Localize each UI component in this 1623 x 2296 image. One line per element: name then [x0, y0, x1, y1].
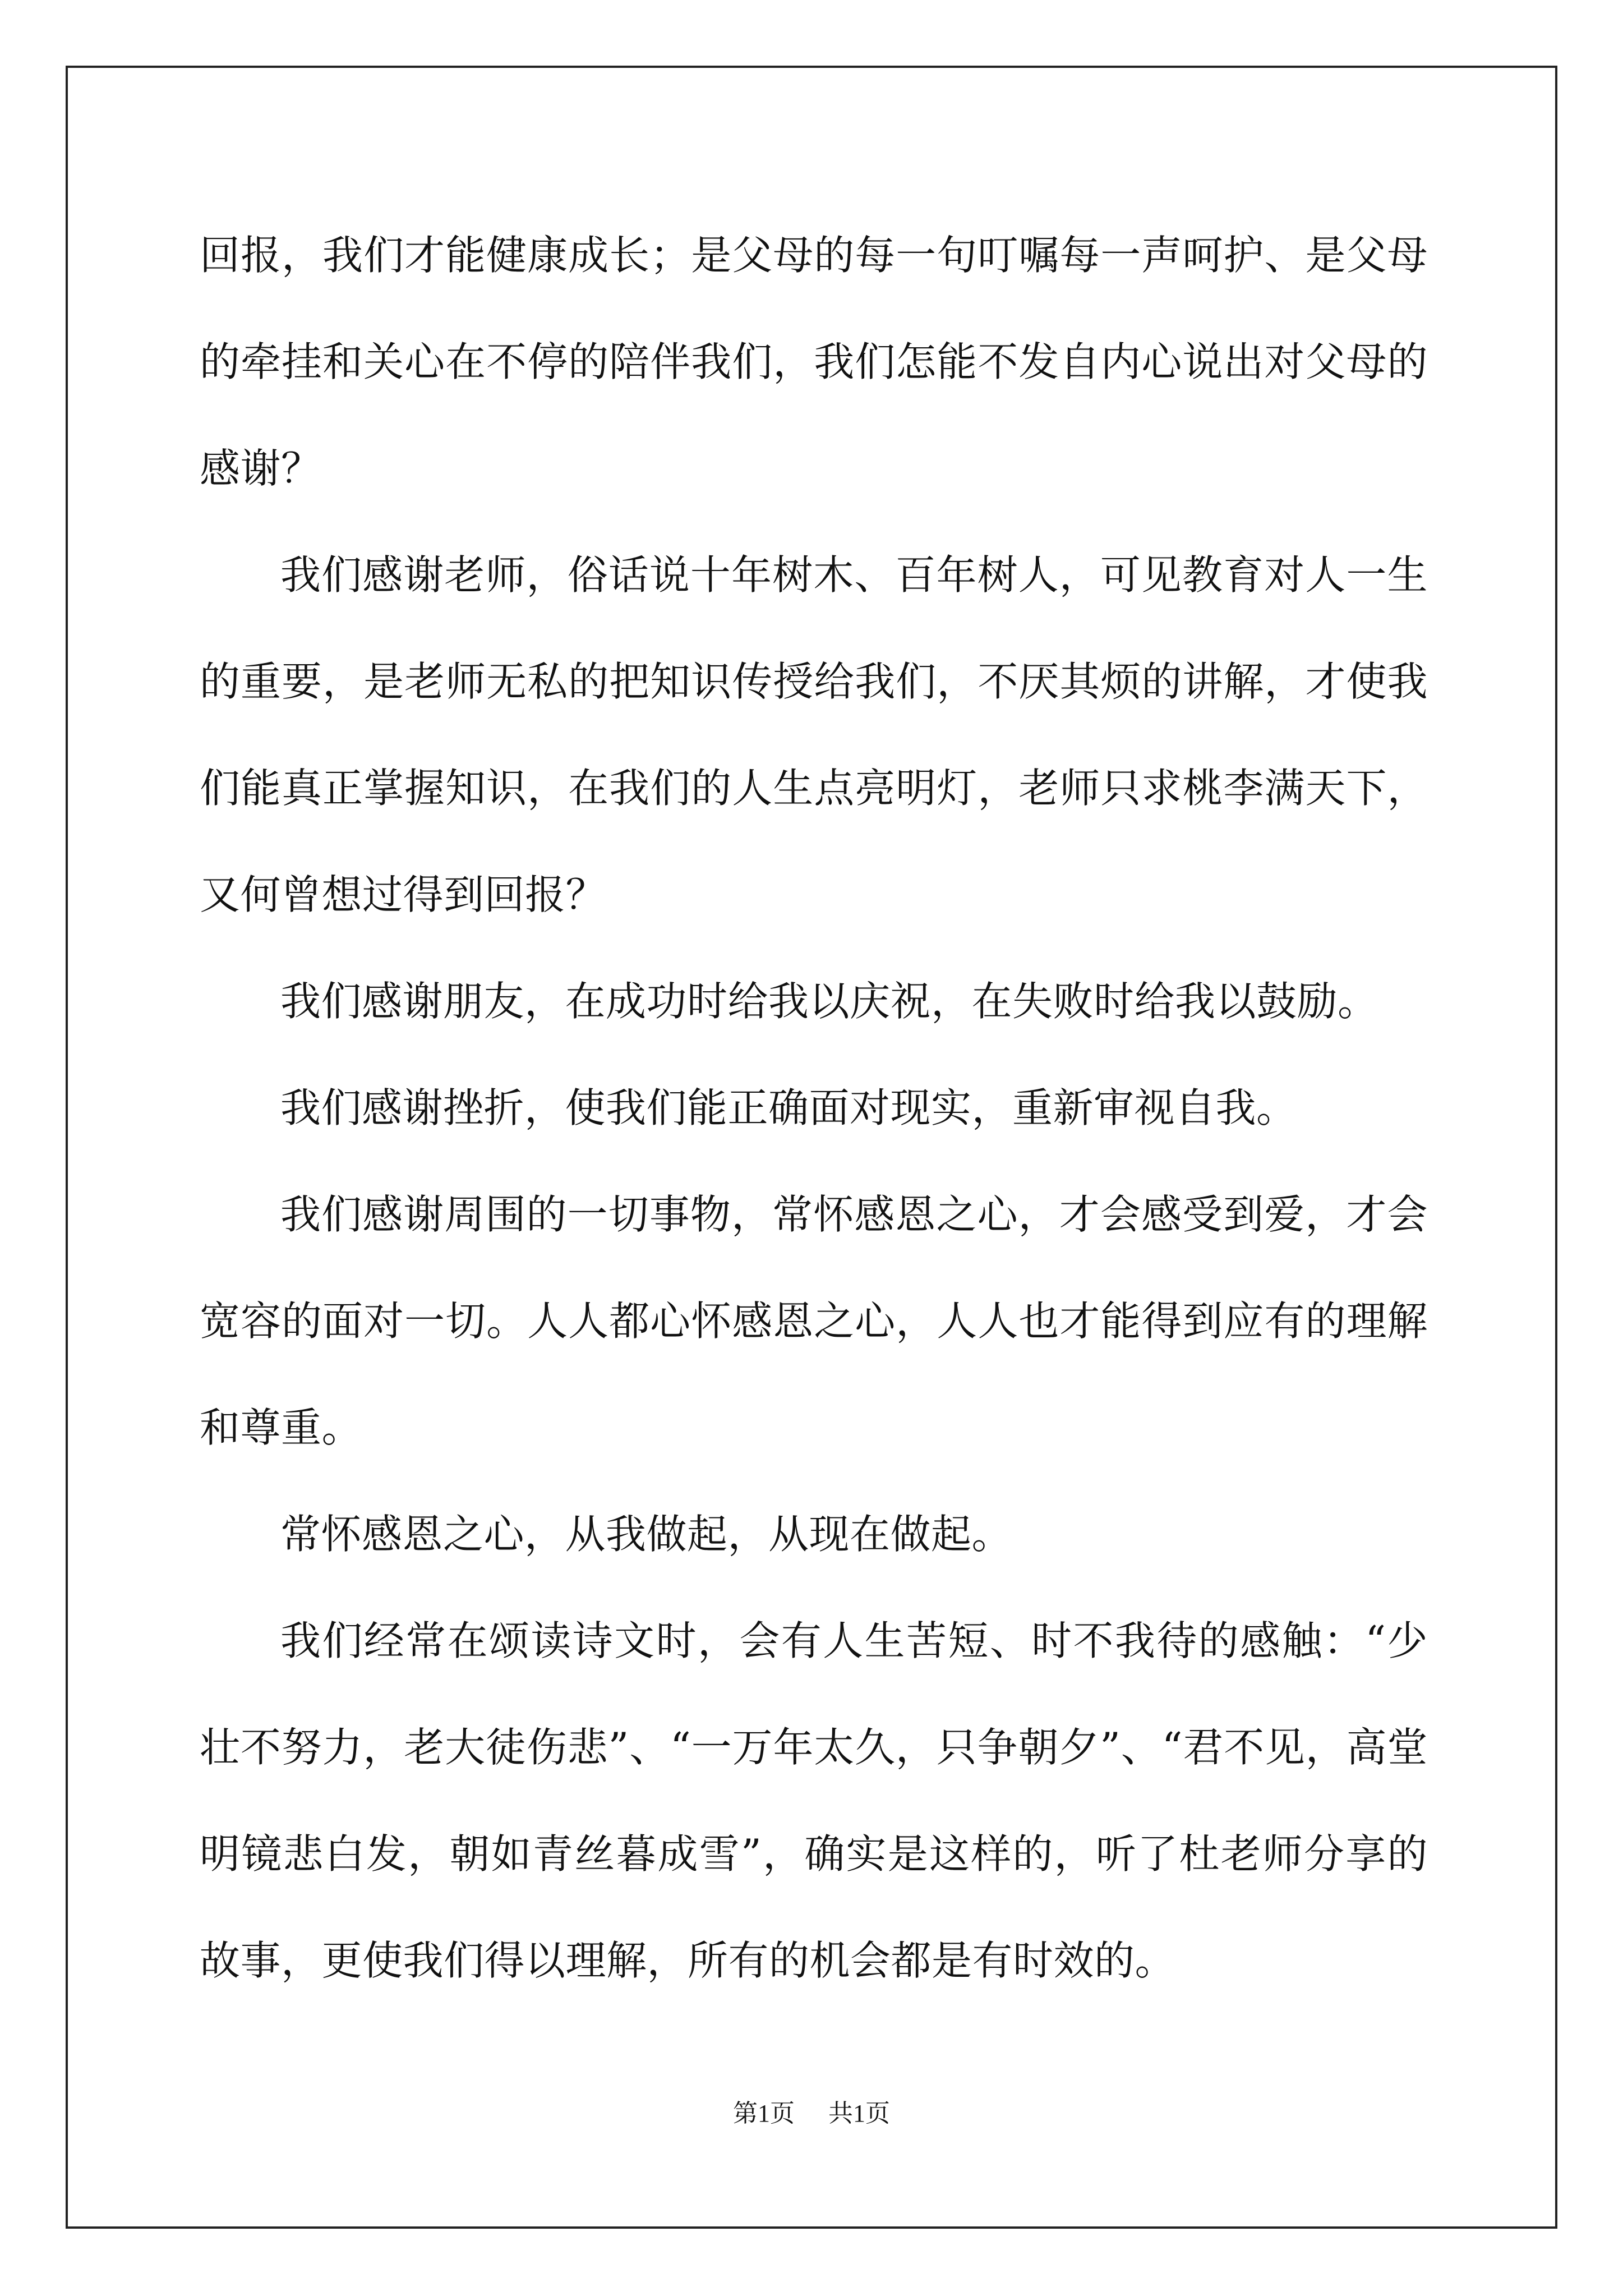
page-footer: [0, 2097, 1623, 2131]
paragraph-6: 常怀感恩之心，从我做起，从现在做起。: [280, 1511, 1013, 1558]
paragraph-1: 回报，我们才能健康成长；是父母的每一句叮嘱每一声呵护、是父母的牵挂和关心在不停的陪伴我们，我们怎能不发自内心说出对父母的感谢？: [200, 232, 1428, 492]
paragraph-2: 我们感谢老师，俗话说十年树木、百年树人，可见教育对人一生的重要，是老师无私的把知识传授给我们，不厌其烦的讲解，才使我们能真正掌握知识，在我们的人生点亮明灯，老师只求桃李满天下，又何曾想过得到回报？: [200, 551, 1428, 918]
page-total: 共1页: [828, 2100, 890, 2127]
paragraph-4: 我们感谢挫折，使我们能正确面对现实，重新审视自我。: [280, 1084, 1297, 1131]
paragraph-3: 我们感谢朋友，在成功时给我以庆祝，在失败时给我以鼓励。: [280, 978, 1378, 1025]
paragraph-7: 我们经常在颂读诗文时，会有人生苦短、时不我待的感触：“少壮不努力，老大徒伤悲”、“一万年太久，只争朝夕”、“君不见，高堂明镜悲白发，朝如青丝暮成雪”，确实是这样的，听了杜老师分享的故事，更使我们得以理解，所有的机会都是有时效的。: [200, 1617, 1428, 1984]
page-number: 第1页: [733, 2100, 795, 2127]
document-body: [200, 202, 1428, 2014]
paragraph-5: 我们感谢周围的一切事物，常怀感恩之心，才会感受到爱，才会宽容的面对一切。人人都心怀感恩之心，人人也才能得到应有的理解和尊重。: [200, 1191, 1428, 1451]
